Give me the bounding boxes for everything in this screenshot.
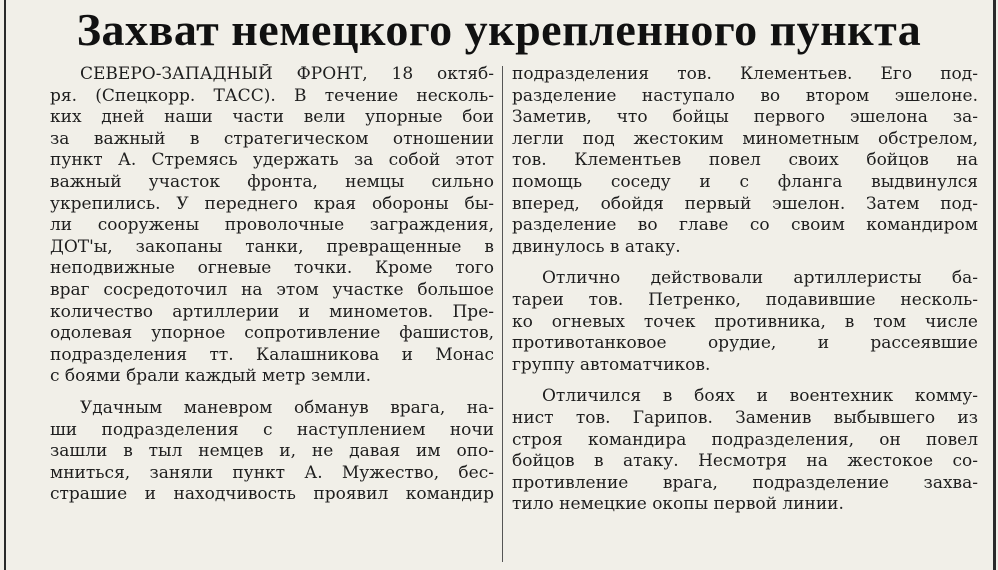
text-line: разделение наступало во втором эшелоне. bbox=[512, 85, 978, 106]
text-line: противотанковое орудие, и рассеявшие bbox=[512, 333, 978, 354]
text-line: нист тов. Гарипов. Заменив выбывшего из bbox=[512, 407, 978, 428]
text-line: ли сооружены проволочные заграждения, bbox=[50, 215, 494, 236]
article-column-right bbox=[512, 64, 978, 516]
text-line: вперед, обойдя первый эшелон. Затем под- bbox=[512, 193, 978, 214]
page-edge-rule-left bbox=[4, 0, 6, 570]
paragraph-gap bbox=[512, 376, 978, 386]
text-line: одолевая упорное сопротивление фашистов, bbox=[50, 323, 494, 344]
text-line: группу автоматчиков. bbox=[512, 354, 711, 375]
text-line: ких дней наши части вели упорные бои bbox=[50, 107, 494, 128]
text-line: важный участок фронта, немцы сильно bbox=[50, 171, 494, 192]
text-line: помощь соседу и с фланга выдвинулся bbox=[512, 171, 978, 192]
text-line: подразделения тов. Клементьев. Его под- bbox=[512, 64, 978, 84]
text-line: ко огневых точек противника, в том числе bbox=[512, 311, 978, 332]
text-line: ря. (Спецкорр. ТАСС). В течение несколь- bbox=[50, 85, 494, 106]
text-line: бойцов в атаку. Несмотря на жестокое со- bbox=[512, 451, 978, 472]
text-line: строя командира подразделения, он повел bbox=[512, 429, 978, 450]
text-line: враг сосредоточил на этом участке большое bbox=[50, 279, 494, 300]
paragraph-gap bbox=[512, 258, 978, 268]
text-line: тило немецкие окопы первой линии. bbox=[512, 494, 844, 515]
text-line: укрепились. У переднего края обороны бы- bbox=[50, 193, 494, 214]
text-line: подразделения тт. Калашникова и Монас bbox=[50, 344, 494, 365]
text-line: противление врага, подразделение захва- bbox=[512, 472, 978, 493]
text-line: Заметив, что бойцы первого эшелона за- bbox=[512, 107, 978, 128]
text-line: разделение во главе со своим командиром bbox=[512, 215, 978, 236]
column-divider bbox=[502, 66, 503, 562]
page-edge-rule-right bbox=[993, 0, 996, 570]
text-line: зашли в тыл немцев и, не давая им опо- bbox=[50, 441, 494, 462]
text-line: тареи тов. Петренко, подавившие несколь- bbox=[512, 289, 978, 310]
text-line: ши подразделения с наступлением ночи bbox=[50, 419, 494, 440]
text-line: количество артиллерии и минометов. Пре- bbox=[50, 301, 494, 322]
text-line: с боями брали каждый метр земли. bbox=[50, 366, 372, 387]
text-line: страшие и находчивость проявил командир bbox=[50, 484, 494, 505]
text-line: легли под жестоким минометным обстрелом, bbox=[512, 128, 978, 149]
text-line: Отличился в боях и воентехник комму- bbox=[542, 386, 978, 407]
text-line: СЕВЕРО-ЗАПАДНЫЙ ФРОНТ, 18 октяб- bbox=[80, 64, 494, 84]
text-line: Отлично действовали артиллеристы ба- bbox=[542, 268, 978, 289]
article-column-left bbox=[50, 64, 494, 506]
text-line: пункт А. Стремясь удержать за собой этот bbox=[50, 150, 494, 171]
article-headline: Захват немецкого укрепленного пункта bbox=[76, 4, 922, 55]
paragraph-gap bbox=[50, 388, 494, 398]
text-line: неподвижные огневые точки. Кроме того bbox=[50, 258, 494, 279]
text-line: двинулось в атаку. bbox=[512, 236, 681, 257]
text-line: ДОТ'ы, закопаны танки, превращенные в bbox=[50, 236, 494, 257]
text-line: мниться, заняли пункт А. Мужество, бес- bbox=[50, 462, 494, 483]
text-line: за важный в стратегическом отношении bbox=[50, 128, 494, 149]
text-line: Удачным маневром обманув врага, на- bbox=[80, 397, 494, 418]
text-line: тов. Клементьев повел своих бойцов на bbox=[512, 150, 978, 171]
